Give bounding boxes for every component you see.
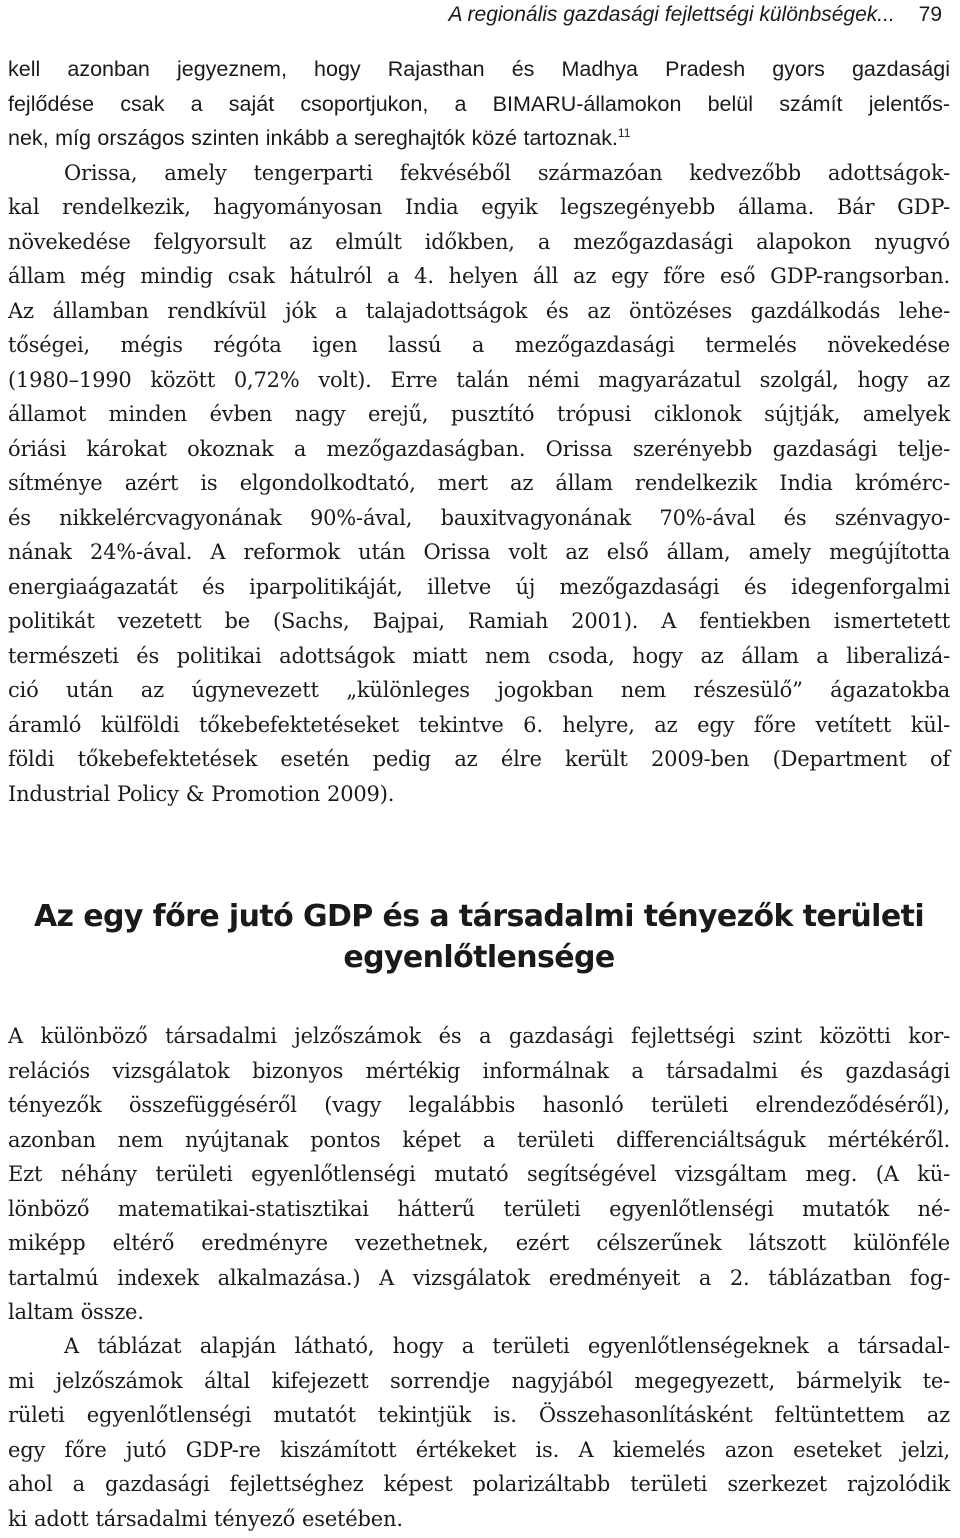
document-page: [8, 0, 950, 1538]
paragraph-line-text: A táblázat alapján látható, hogy a területi egyenlőtlenségeknek a társadal-: [64, 1334, 950, 1358]
paragraph-line: egy főre jutó GDP-re kiszámított értékeket is. A kiemelés azon eseteket jelzi,: [8, 1437, 950, 1462]
footnote-marker: 11: [617, 125, 631, 140]
section-heading-line-2: egyenlőtlensége: [343, 940, 615, 975]
paragraph-line-with-footnote: [8, 121, 950, 156]
page-number: 79: [918, 3, 942, 26]
paragraph-line: növekedése felgyorsult az elmúlt időkben, a mezőgazdasági alapokon nyugvó: [8, 229, 950, 254]
paragraph-line: Ezt néhány területi egyenlőtlenségi mutató segítségével vizsgáltam meg. (A kü-: [8, 1162, 950, 1186]
paragraph-line: (1980–1990 között 0,72% volt). Erre talán némi magyarázatul szolgál, hogy az: [8, 367, 950, 392]
paragraph-line-text: nek, míg országos szinten inkább a sereghajtók közé tartoznak.: [8, 126, 618, 150]
paragraph-line: nának 24%-ával. A reformok után Orissa volt az első állam, amely megújította: [8, 540, 950, 564]
section-heading-line-1: Az egy főre jutó GDP és a társadalmi tényezők területi: [33, 899, 925, 934]
paragraph-line: áramló külföldi tőkebefektetéseket tekintve 6. helyre, az egy főre vetített kül-: [8, 712, 950, 737]
paragraph-line: tartalmú indexek alkalmazása.) A vizsgálatok eredményeit a 2. táblázatban fog-: [8, 1265, 950, 1290]
paragraph-line: kell azonban jegyeznem, hogy Rajasthan és Madhya Pradesh gyors gazdasági: [8, 57, 950, 81]
paragraph-line: relációs vizsgálatok bizonyos mértékig informálnak a társadalmi és gazdasági: [8, 1058, 950, 1083]
paragraph-line-text: Orissa, amely tengerparti fekvéséből származóan kedvezőbb adottságok-: [64, 160, 950, 185]
paragraph-line: Az államban rendkívül jók a talajadottságok és az öntözéses gazdálkodás lehe-: [8, 298, 950, 323]
paragraph-line: tőségei, mégis régóta igen lassú a mezőgazdasági termelés növekedése: [8, 333, 950, 357]
paragraph-line: ki adott társadalmi tényező esetében.: [8, 1506, 403, 1531]
paragraph-line: laltam össze.: [8, 1300, 144, 1324]
paragraph-line: kal rendelkezik, hagyományosan India egyik legszegényebb állama. Bár GDP-: [8, 195, 950, 219]
paragraph-line: rületi egyenlőtlenségi mutatót tekintjük is. Összehasonlításként feltüntettem az: [8, 1403, 950, 1427]
paragraph-line: természeti és politikai adottságok miatt nem csoda, hogy az állam a liberalizá-: [8, 643, 950, 668]
paragraph-line: tényezők összefüggéséről (vagy legalábbis hasonló területi elrendeződéséről),: [8, 1093, 950, 1117]
paragraph-line: sítménye azért is elgondolkodtató, mert az állam rendelkezik India krómérc-: [8, 471, 950, 495]
section-heading: [8, 896, 950, 978]
paragraph-1: [8, 52, 950, 811]
paragraph-line: A különböző társadalmi jelzőszámok és a gazdasági fejlettségi szint közötti kor-: [8, 1024, 950, 1048]
paragraph-line: lönböző matematikai-statisztikai hátterű területi egyenlőtlenségi mutatók né-: [8, 1196, 950, 1221]
paragraph-line: miképp eltérő eredményre vezethetnek, ezért célszerűnek látszott különféle: [8, 1231, 950, 1255]
paragraph-line: és nikkelércvagyonának 90%-ával, bauxitvagyonának 70%-ával és szénvagyo-: [8, 505, 950, 530]
paragraph-line: ahol a gazdasági fejlettséghez képest polarizáltabb területi szerkezet rajzolódik: [8, 1472, 950, 1496]
paragraph-line: fejlődése csak a saját csoportjukon, a BIMARU-államokon belül számít jelentős-: [8, 91, 950, 116]
running-title: A regionális gazdasági fejlettségi különbségek...: [448, 3, 895, 26]
paragraph-3: [8, 1329, 950, 1536]
running-header: [8, 2, 942, 28]
paragraph-line: mi jelzőszámok által kifejezett sorrendje nagyjából megegyezett, bármelyik te-: [8, 1368, 950, 1393]
paragraph-line: energiaágazatát és iparpolitikáját, illetve új mezőgazdasági és idegenforgalmi: [8, 574, 950, 599]
paragraph-line: államot minden évben nagy erejű, pusztító trópusi ciklonok sújtják, amelyek: [8, 402, 950, 426]
paragraph-line: földi tőkebefektetések esetén pedig az élre került 2009-ben (Department of: [8, 747, 950, 771]
paragraph-line: ció után az úgynevezett „különleges jogokban nem részesülő” ágazatokba: [8, 678, 950, 702]
paragraph-line: Industrial Policy & Promotion 2009).: [8, 781, 395, 806]
paragraph-line: [8, 1329, 950, 1364]
paragraph-line: azonban nem nyújtanak pontos képet a területi differenciáltságuk mértékéről.: [8, 1127, 950, 1152]
paragraph-line: óriási károkat okoznak a mezőgazdaságban. Orissa szerényebb gazdasági telje-: [8, 436, 950, 461]
paragraph-line: politikát vezetett be (Sachs, Bajpai, Ramiah 2001). A fentiekben ismertetett: [8, 609, 950, 633]
paragraph-line: [8, 156, 950, 191]
paragraph-2: [8, 1019, 950, 1330]
paragraph-line: állam még mindig csak hátulról a 4. helyen áll az egy főre eső GDP-rangsorban.: [8, 264, 950, 288]
